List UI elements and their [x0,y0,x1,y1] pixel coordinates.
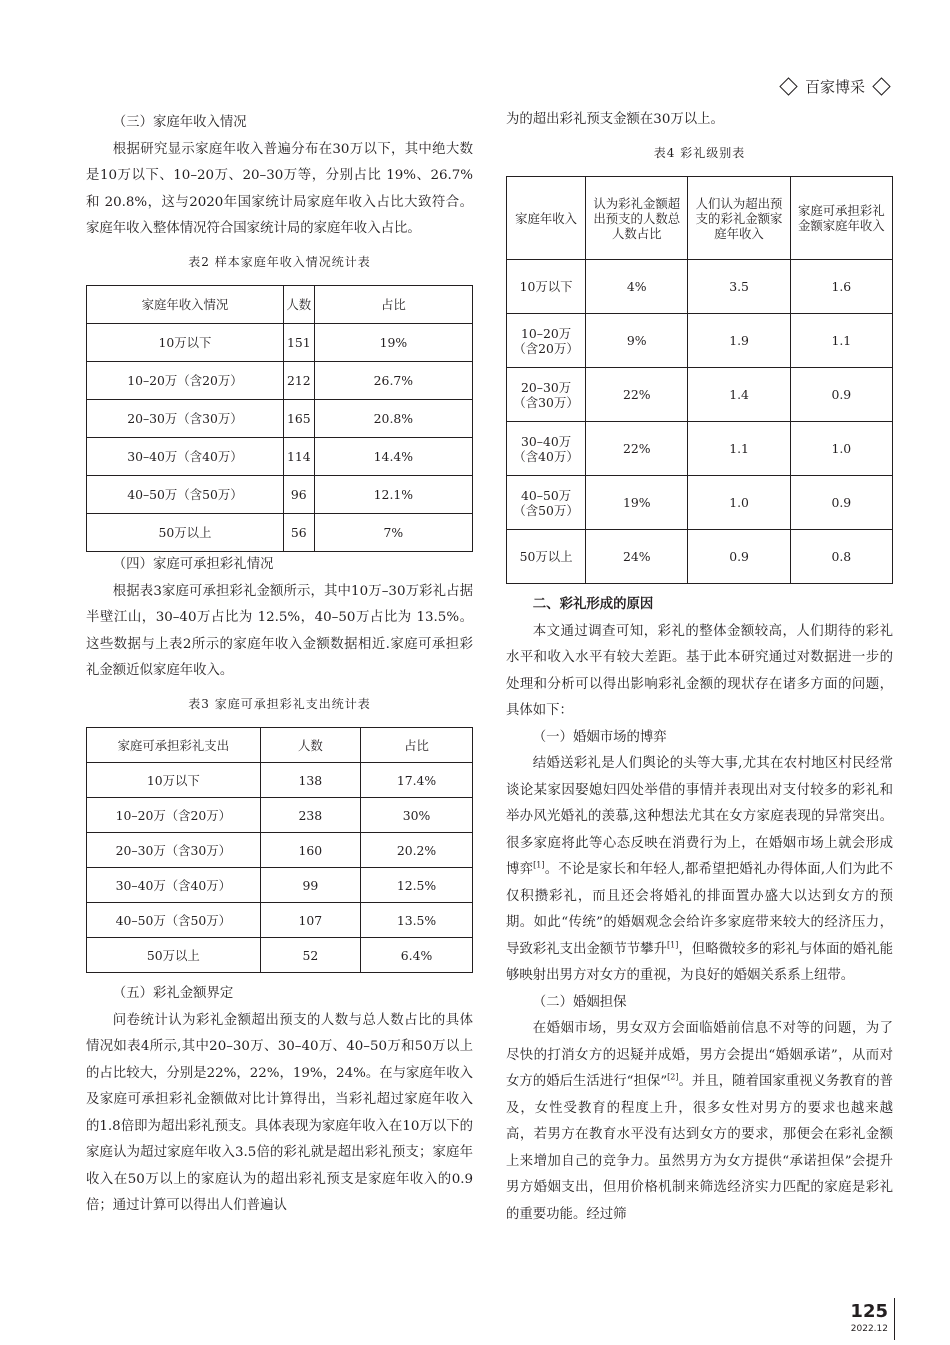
table-cell: 0.9 [688,530,790,584]
table-cell: 99 [260,868,360,903]
table-cell: 10–20万（含20万） [87,362,284,400]
table-row [87,324,473,362]
table-cell: 20.2% [361,833,473,868]
left-column [86,110,473,1220]
table-4-caption: 表4 彩礼级别表 [653,145,746,160]
table-cell: 1.9 [688,314,790,368]
table-cell: 1.0 [790,422,892,476]
table-cell: 10–20万（含20万） [87,798,261,833]
subsection-1-paragraph [506,751,893,990]
table-cell: 114 [283,438,314,476]
header-cell: 家庭年收入情况 [87,286,284,324]
table-cell: 30% [361,798,473,833]
section-2-intro-paragraph: 本文通过调查可知，彩礼的整体金额较高，人们期待的彩礼水平和收入水平有较大差距。基于此本研究通过对数据进一步的处理和分析可以得出影响彩礼金额的现状存在诸多方面的问题，具体如下： [506,623,893,718]
table-cell: 56 [283,514,314,552]
right-column [506,107,893,1228]
diamond-right-icon [872,77,890,95]
table-cell: 20–30万（含30万） [87,400,284,438]
section-5-paragraph: 问卷统计认为彩礼金额超出预支的人数与总人数占比的具体情况如表4所示,其中20–30万、30–40万、40–50万和50万以上的占比较大，分别是22%，22%，19%，24%。在与家庭年收入及家庭可承担彩礼金额做对比计算得出，当彩礼超过家庭年收入的1.8倍即为超出彩礼预支。具体表现为家庭年收入在10万以下的家庭认为超过家庭年收入3.5倍的彩礼就是超出彩礼预支；家庭年收入在50万以上的家庭认为的超出彩礼预支是家庭年收入的0.9倍；通过计算可以得出人们普遍认 [86,1012,473,1213]
text-run: 。不论是家长和年轻人,都希望把婚礼办得体面,人们为此不仅积攒彩礼，而且还会将婚礼的排面置办盛大以达到女方的预期。如此“传统”的婚姻观念会给许多家庭带来较大的经济压力，导致彩礼支出金额节节攀升 [506,862,894,957]
table-cell: 1.6 [790,260,892,314]
table-cell: 10万以下 [87,324,284,362]
table-cell: 1.1 [688,422,790,476]
table-row [87,938,473,973]
header-cell: 家庭年收入 [507,177,586,260]
table-row [87,476,473,514]
section-5-title: （五）彩礼金额界定 [112,986,234,1001]
table-cell: 19% [586,476,688,530]
table-cell: 50万以上 [87,938,261,973]
continued-paragraph: 为的超出彩礼预支金额在30万以上。 [506,112,724,127]
diamond-left-icon [779,77,797,95]
table-cell: 9% [586,314,688,368]
table-cell: 1.1 [790,314,892,368]
page-footer [850,1302,888,1336]
text-run: ，但略微较多的彩礼与体面的婚礼能够映射出男方对女方的重视，为良好的婚姻关系系上纽带。 [506,941,894,983]
footer-rule [894,1298,895,1340]
table-row [87,514,473,552]
header-cell: 家庭可承担彩礼支出 [87,728,261,763]
table-cell: 50万以上 [507,530,586,584]
table-header-row [87,728,473,763]
section-4-title: （四）家庭可承担彩礼情况 [112,557,274,572]
table-cell: 22% [586,422,688,476]
header-cell: 认为彩礼金额超出预支的人数总人数占比 [586,177,688,260]
table-row [507,476,893,530]
table-header-row [507,177,893,260]
table-cell: 0.9 [790,476,892,530]
table-row [87,362,473,400]
table-row [87,903,473,938]
subsection-1-title: （一）婚姻市场的博弈 [532,729,667,745]
table-cell: 30–40万（含40万） [87,438,284,476]
issue-date: 2022.12 [850,1324,888,1334]
table-cell: 19% [314,324,472,362]
table-cell: 20.8% [314,400,472,438]
table-row [87,868,473,903]
header-cell: 占比 [361,728,473,763]
table-cell: 20–30万（含30万） [507,368,586,422]
table-cell: 151 [283,324,314,362]
table-cell: 212 [283,362,314,400]
table-row [507,260,893,314]
table-row [87,763,473,798]
table-cell: 10万以下 [87,763,261,798]
table-cell: 7% [314,514,472,552]
table-2-caption: 表2 样本家庭年收入情况统计表 [188,254,371,269]
text-run: 。并且，随着国家重视义务教育的普及，女性受教育的程度上升，很多女性对男方的要求也越来越高，若男方在教育水平没有达到女方的要求，那便会在彩礼金额上来增加自己的竞争力。虽然男方为女方提供“承诺担保”会提升男方婚姻支出，但用价格机制来筛选经济实力匹配的家庭是彩礼的重要功能。经过筛 [506,1074,893,1222]
table-row [507,422,893,476]
running-header [778,76,892,96]
page-number: 125 [850,1301,888,1322]
header-cell: 占比 [314,286,472,324]
table-cell: 24% [586,530,688,584]
text-run: 结婚送彩礼是人们舆论的头等大事,尤其在农村地区村民经常谈论某家因娶媳妇四处举借的事情并表现出对支付较多的彩礼和举办风光婚礼的羡慕,这种想法尤其在女方家庭表现的异常突出。很多家庭将此等心态反映在消费行为上，在婚姻市场上就会形成博弈 [506,756,893,877]
table-4 [506,176,893,584]
table-cell: 3.5 [688,260,790,314]
table-cell: 26.7% [314,362,472,400]
table-cell: 17.4% [361,763,473,798]
table-cell: 165 [283,400,314,438]
citation-ref: [1] [533,860,545,870]
table-cell: 0.8 [790,530,892,584]
header-cell: 人数 [283,286,314,324]
table-row [87,798,473,833]
table-cell: 30–40万（含40万） [507,422,586,476]
table-cell: 96 [283,476,314,514]
table-row [507,368,893,422]
column-title: 百家博采 [804,77,865,96]
table-row [87,400,473,438]
table-cell: 10–20万（含20万） [507,314,586,368]
section-3-paragraph: 根据研究显示家庭年收入普遍分布在30万以下，其中绝大数是10万以下、10–20万、20–30万等，分别占比 19%、26.7%和 20.8%，这与2020年国家统计局家庭年收入占比大致符合。家庭年收入整体情况符合国家统计局的家庭年收入占比。 [86,141,473,236]
citation-ref: [1] [667,940,679,950]
header-cell: 家庭可承担彩礼金额家庭年收入 [790,177,892,260]
table-header-row [87,286,473,324]
table-cell: 1.0 [688,476,790,530]
table-cell: 40–50万（含50万） [87,903,261,938]
subsection-2-title: （二）婚姻担保 [532,994,627,1010]
table-cell: 160 [260,833,360,868]
citation-ref: [2] [667,1072,679,1082]
table-cell: 50万以上 [87,514,284,552]
table-cell: 12.5% [361,868,473,903]
section-4-paragraph: 根据表3家庭可承担彩礼金额所示，其中10万–30万彩礼占据半壁江山，30–40万占比为 12.5%，40–50万占比为 13.5%。这些数据与上表2所示的家庭年收入金额数据相近.家庭可承担彩礼金额近似家庭年收入。 [86,583,473,678]
table-cell: 0.9 [790,368,892,422]
table-cell: 40–50万（含50万） [507,476,586,530]
table-cell: 22% [586,368,688,422]
table-cell: 107 [260,903,360,938]
table-row [507,314,893,368]
header-cell: 人数 [260,728,360,763]
table-cell: 4% [586,260,688,314]
table-cell: 30–40万（含40万） [87,868,261,903]
table-row [507,530,893,584]
table-cell: 238 [260,798,360,833]
header-cell: 人们认为超出预支的彩礼金额家庭年收入 [688,177,790,260]
table-row [87,438,473,476]
table-cell: 12.1% [314,476,472,514]
table-cell: 1.4 [688,368,790,422]
table-3-caption: 表3 家庭可承担彩礼支出统计表 [188,696,371,711]
table-3 [86,727,473,973]
subsection-2-paragraph [506,1016,893,1228]
table-cell: 10万以下 [507,260,586,314]
section-3-title: （三）家庭年收入情况 [112,115,247,130]
table-cell: 138 [260,763,360,798]
table-cell: 13.5% [361,903,473,938]
table-2 [86,285,473,552]
table-cell: 6.4% [361,938,473,973]
table-row [87,833,473,868]
table-cell: 52 [260,938,360,973]
table-cell: 14.4% [314,438,472,476]
table-cell: 20–30万（含30万） [87,833,261,868]
text-run: 在婚姻市场，男女双方会面临婚前信息不对等的问题，为了尽快的打消女方的迟疑并成婚，男方会提出“婚姻承诺”，从而对女方的婚后生活进行“担保” [506,1021,893,1089]
section-heading-2: 二、彩礼形成的原因 [532,597,654,612]
table-cell: 40–50万（含50万） [87,476,284,514]
